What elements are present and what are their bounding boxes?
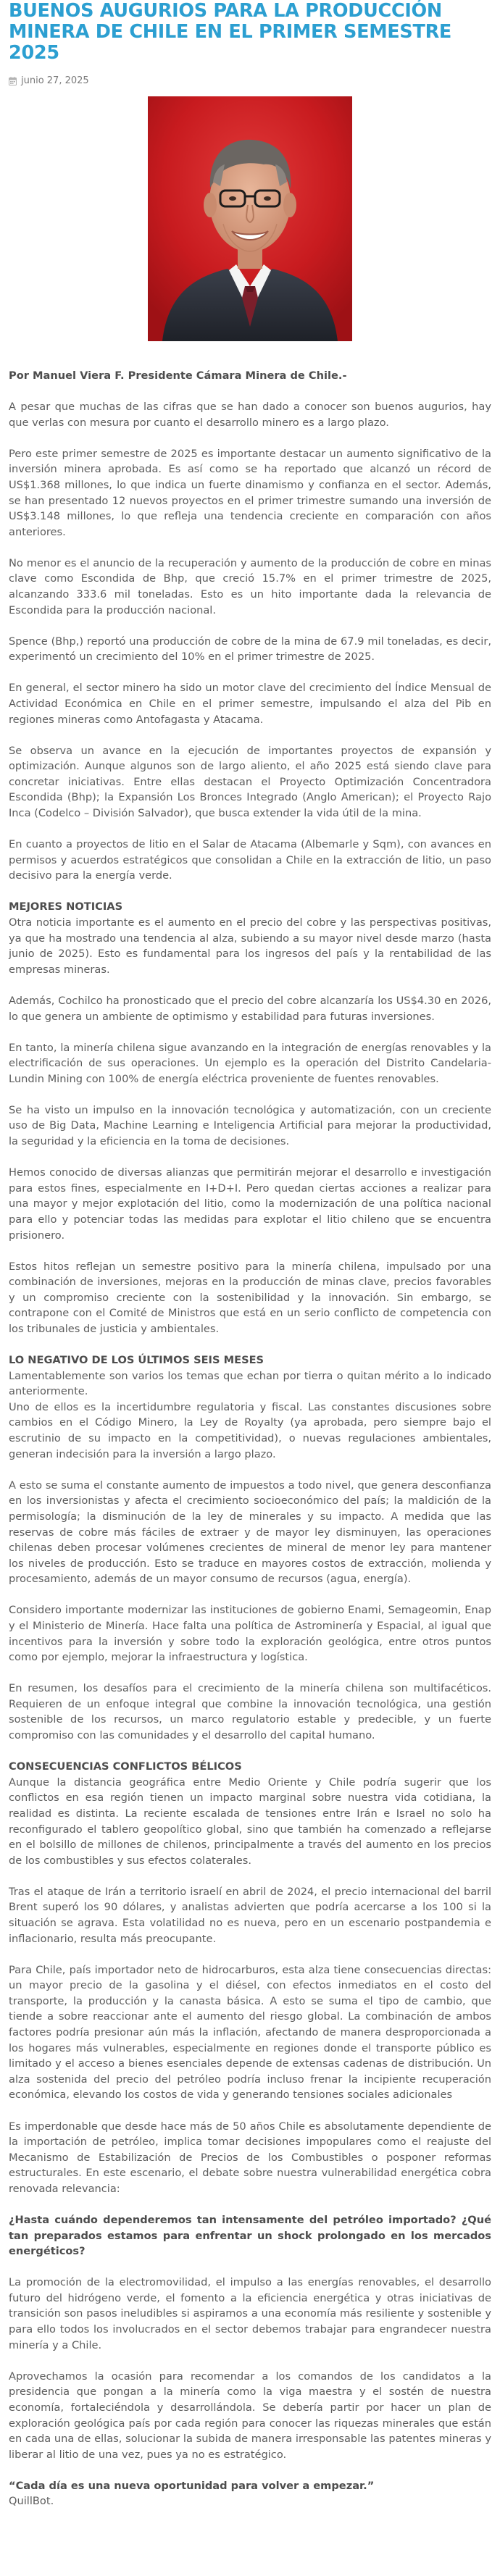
closing-quote: “Cada día es una nueva oportunidad para volver a empezar.” — [9, 2479, 375, 2492]
paragraph: Hemos conocido de diversas alianzas que permitirán mejorar el desarrollo e investigación para estos fines, especialmente en I+D+I. Pero quedan ciertas acciones a realizar para una mayor y mejor explotación del litio, como la modernización de una política nacional para ello y potenciar todas las medidas para explotar el litio chileno que se encuentra prisionero. — [9, 1166, 491, 1242]
section-heading: MEJORES NOTICIAS — [9, 900, 123, 913]
paragraph: Lamentablemente son varios los temas que echan por tierra o quitan mérito a lo indicado anteriormente. — [9, 1369, 491, 1398]
post-date-text: junio 27, 2025 — [21, 75, 89, 86]
byline: Por Manuel Viera F. Presidente Cámara Minera de Chile.- — [9, 369, 347, 382]
paragraph: Aunque la distancia geográfica entre Medio Oriente y Chile podría sugerir que los conflictos en esa región tienen un impacto marginal sobre nuestra vida cotidiana, la realidad es distinta. La reciente escalada de tensiones entre Irán e Israel no solo ha reconfigurado el tablero geopolítico global, sino que también ha comenzado a reflejarse en el bolsillo de millones de chilenos, principalmente a través del aumento en los precios de los combustibles y sus efectos colaterales. — [9, 1776, 491, 1867]
paragraph: En general, el sector minero ha sido un motor clave del crecimiento del Índice Mensual de Actividad Económica en Chile en el primer semestre, impulsando el alza del Pib en regiones mineras como Antofagasta y Atacama. — [9, 682, 491, 726]
paragraph: Es imperdonable que desde hace más de 50 años Chile es absolutamente dependiente de la importación de petróleo, implica tomar decisiones impopulares como el reajuste del Mecanismo de Estabilización de Precios de los Combustibles o posponer reformas estructurales. En este escenario, el debate sobre nuestra vulnerabilidad energética cobra renovada relevancia: — [9, 2120, 491, 2195]
paragraph: Aprovechamos la ocasión para recomendar a los comandos de los candidatos a la presidencia que pongan a la minería como la viga maestra y el sostén de nuestra economía, fortaleciéndola y desarrollándola. Se debería partir por hacer un plan de exploración geológica país por cada región para conocer las riquezas minerales que están en cada una de ellas, solucionar la subida de manera irresponsable las patentes mineras y liberar al litio de una vez, pues ya no es estratégico. — [9, 2370, 491, 2461]
paragraph: En resumen, los desafíos para el crecimiento de la minería chilena son multifacéticos. Requieren de un enfoque integral que combine la innovación tecnológica, una gestión sostenible de los recursos, un marco regulatorio estable y predecible, y un fuerte compromiso con las comunidades y el desarrollo del capital humano. — [9, 1682, 491, 1742]
paragraph: Se observa un avance en la ejecución de importantes proyectos de expansión y optimización. Aunque algunos son de largo aliento, el año 2025 está siendo clave para concretar iniciativas. Entre ellas destacan el Proyecto Optimización Concentradora Escondida (Bhp); la Expansión Los Bronces Integrado (Anglo American); el Proyecto Rajo Inca (Codelco – División Salvador), que busca extender la vida útil de la mina. — [9, 744, 491, 820]
author-portrait — [148, 96, 352, 341]
highlight-question: ¿Hasta cuándo dependeremos tan intensamente del petróleo importado? ¿Qué tan preparados estamos para enfrentar un shock prolongado en los mercados energéticos? — [9, 2214, 491, 2258]
paragraph: Tras el ataque de Irán a territorio israelí en abril de 2024, el precio internacional del barril Brent superó los 90 dólares, y analistas advierten que podría acercarse a los 100 si la situación se agrava. Esta volatilidad no es nueva, pero en un escenario postpandemia e inflacionario, resulta más preocupante. — [9, 1885, 491, 1945]
section-heading: LO NEGATIVO DE LOS ÚLTIMOS SEIS MESES — [9, 1354, 264, 1367]
paragraph: No menor es el anuncio de la recuperación y aumento de la producción de cobre en minas clave como Escondida de Bhp, que creció 15.7% en el primer trimestre de 2025, alcanzando 333.6 mil toneladas. Esto es un hito importante dada la relevancia de Escondida para la producción nacional. — [9, 556, 491, 616]
post-date — [9, 75, 491, 86]
paragraph: Uno de ellos es la incertidumbre regulatoria y fiscal. Las constantes discusiones sobre cambios en el Código Minero, la Ley de Royalty (ya aprobada, pero siempre bajo el escrutinio de su impacto en la competitividad), o nuevas regulaciones ambientales, generan indecisión para la inversión a largo plazo. — [9, 1400, 491, 1460]
paragraph: En cuanto a proyectos de litio en el Salar de Atacama (Albemarle y Sqm), con avances en permisos y acuerdos estratégicos que consolidan a Chile en la extracción de litio, un paso decisivo para la energía verde. — [9, 838, 491, 882]
article-title: BUENOS AUGURIOS PARA LA PRODUCCIÓN MINERA DE CHILE EN EL PRIMER SEMESTRE 2025 — [9, 0, 452, 64]
paragraph: A esto se suma el constante aumento de impuestos a todo nivel, que genera desconfianza en los inversionistas y afecta el crecimiento socioeconómico del país; la maldición de la permisología; la disminución de la ley de minerales y su impacto. A medida que las reservas de cobre más fáciles de extraer y de mayor ley disminuyen, las operaciones chilenas deben procesar volúmenes crecientes de mineral de menor ley para mantener los niveles de producción. Esto se traduce en mayores costos de extracción, molienda y procesamiento, además de un mayor consumo de recursos (agua, energía). — [9, 1479, 491, 1586]
section-heading: CONSECUENCIAS CONFLICTOS BÉLICOS — [9, 1760, 242, 1773]
paragraph: Se ha visto un impulso en la innovación tecnológica y automatización, con un creciente uso de Big Data, Machine Learning e Inteligencia Artificial para mejorar la productividad, la seguridad y la eficiencia en la toma de decisiones. — [9, 1103, 491, 1148]
paragraph: En tanto, la minería chilena sigue avanzando en la integración de energías renovables y la electrificación de sus operaciones. Un ejemplo es la operación del Distrito Candelaria-Lundin Mining con 100% de energía eléctrica proveniente de fuentes renovables. — [9, 1041, 491, 1085]
signoff: QuillBot. — [9, 2495, 54, 2508]
paragraph: Estos hitos reflejan un semestre positivo para la minería chilena, impulsado por una combinación de inversiones, mejoras en la producción de minas clave, precios favorables y un compromiso creciente con la sostenibilidad y la innovación. Sin embargo, se contrapone con el Comité de Ministros que está en un serio conflicto de competencia con los tribunales de justicia y ambientales. — [9, 1260, 491, 1335]
paragraph: Otra noticia importante es el aumento en el precio del cobre y las perspectivas positivas, ya que ha mostrado una tendencia al alza, subiendo a su mayor nivel desde marzo (hasta junio de 2025). Esto es fundamental para los ingresos del país y la rentabilidad de las empresas mineras. — [9, 916, 491, 976]
paragraph: Además, Cochilco ha pronosticado que el precio del cobre alcanzaría los US$4.30 en 2026, lo que genera un ambiente de optimismo y estabilidad para futuras inversiones. — [9, 994, 491, 1023]
article-body — [9, 368, 491, 2509]
paragraph: Spence (Bhp,) reportó una producción de cobre de la mina de 67.9 mil toneladas, es decir, experimentó un crecimiento del 10% en el primer trimestre de 2025. — [9, 635, 491, 664]
paragraph: Pero este primer semestre de 2025 es importante destacar un aumento significativo de la inversión minera aprobada. Es así como se ha reportado que alcanzó un récord de US$1.368 millones, lo que indica un fuerte dinamismo y confianza en el sector. Además, se han presentado 12 nuevos proyectos en el primer trimestre sumando una inversión de US$3.148 millones, lo que refleja una tendencia creciente en comparación con años anteriores. — [9, 447, 491, 538]
paragraph: Considero importante modernizar las instituciones de gobierno Enami, Semageomin, Enap y el Ministerio de Minería. Hace falta una política de Astrominería y Espacial, al igual que incentivos para la inversión y sobre todo la exploración geológica, entre otros puntos como por ejemplo, mejorar la infraestructura y logística. — [9, 1604, 491, 1664]
paragraph: La promoción de la electromovilidad, el impulso a las energías renovables, el desarrollo futuro del hidrógeno verde, el fomento a la eficiencia energética y otras iniciativas de transición son pasos ineludibles si aspiramos a una economía más resiliente y sostenible y para ello todos los involucrados en el sector debemos trabajar para engrandecer nuestra minería y a Chile. — [9, 2276, 491, 2351]
paragraph: A pesar que muchas de las cifras que se han dado a conocer son buenos augurios, hay que verlas con mesura por cuanto el desarrollo minero es a largo plazo. — [9, 401, 491, 429]
calendar-icon — [9, 77, 17, 85]
paragraph: Para Chile, país importador neto de hidrocarburos, esta alza tiene consecuencias directas: un mayor precio de la gasolina y el diésel, con efectos inmediatos en el costo del transporte, la producción y la canasta básica. A esto se suma el tipo de cambio, que tiende a sobre reaccionar ante el aumento del riesgo global. La combinación de ambos factores podría presionar aún más la inflación, afectando de manera desproporcionada a los hogares más vulnerables, especialmente en regiones donde el transporte público es limitado y el acceso a bienes esenciales depende de extensas cadenas de distribución. Un alza sostenida del precio del petróleo podría incluso frenar la incipiente recuperación económica, elevando los costos de vida y generando tensiones sociales adicionales — [9, 1963, 491, 2102]
